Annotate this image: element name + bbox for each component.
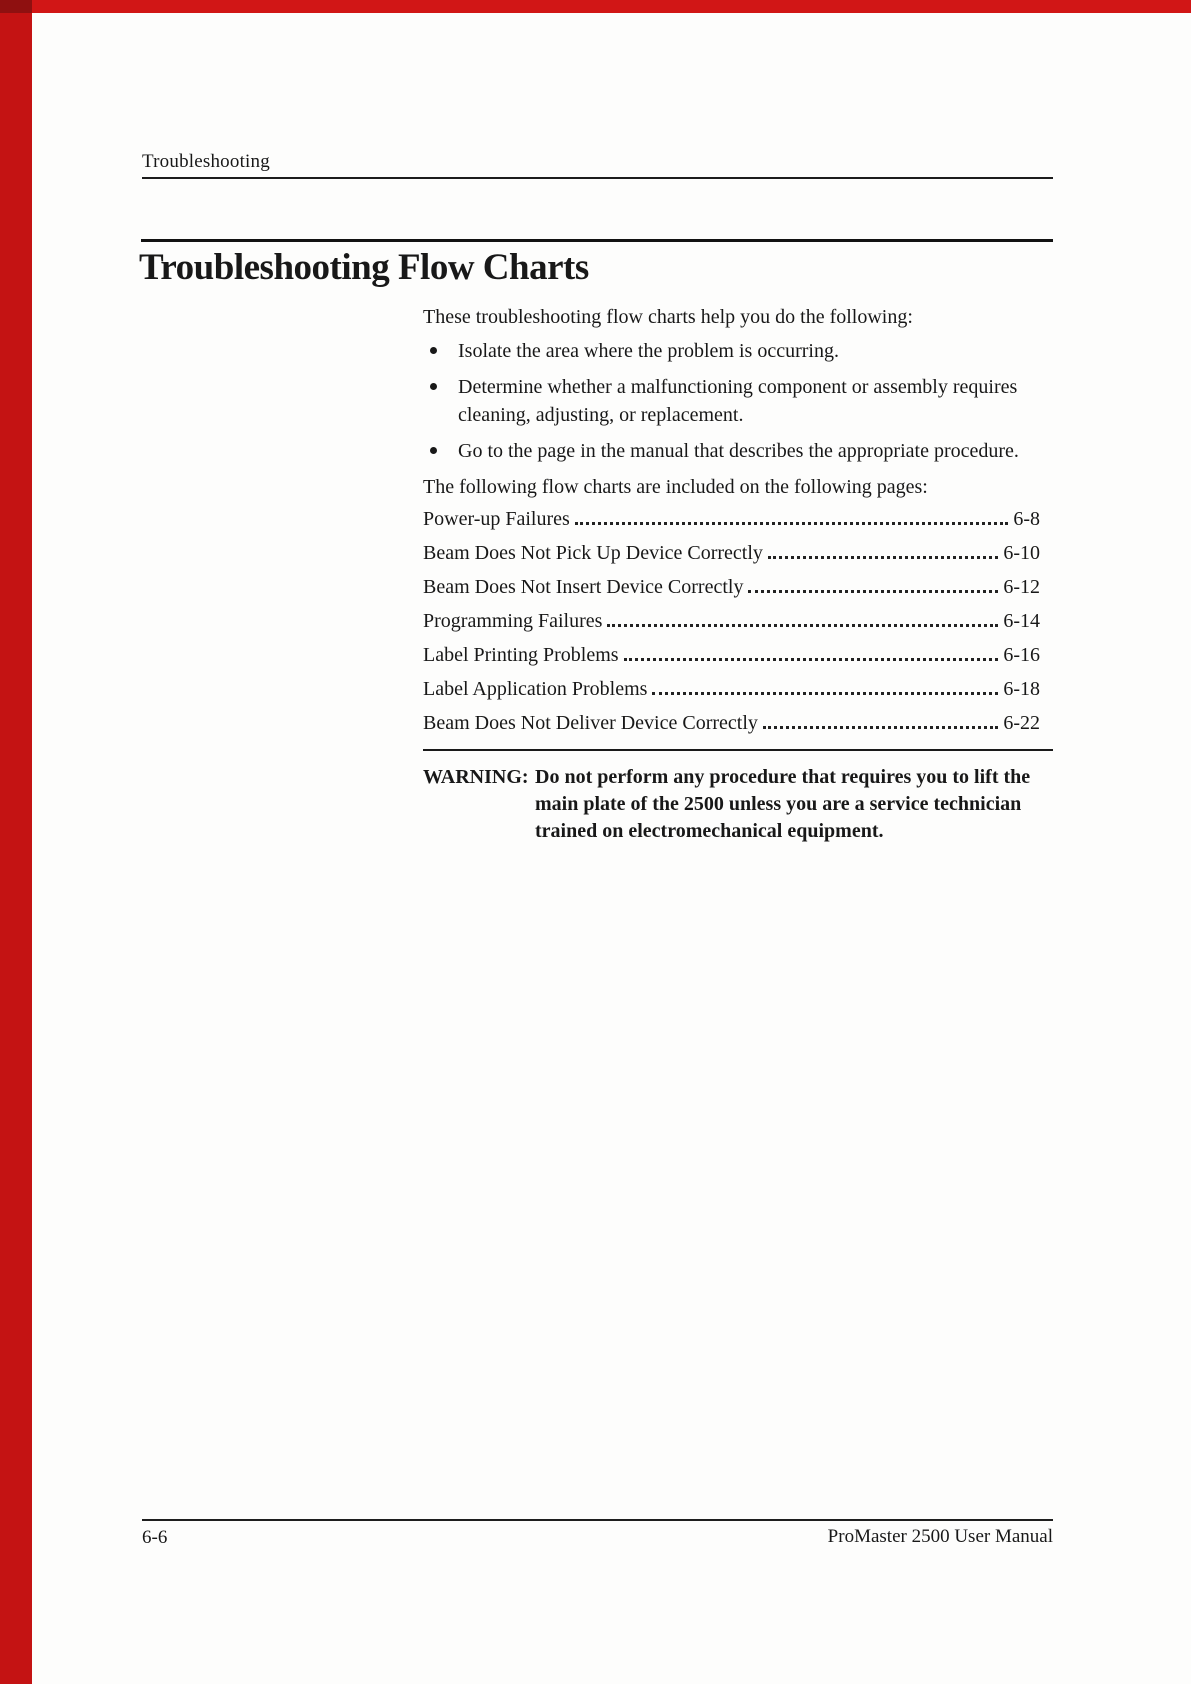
toc-intro-paragraph: The following flow charts are included on the following pages:: [423, 476, 928, 498]
running-header: Troubleshooting: [142, 151, 270, 172]
bullet-dot-icon: [430, 447, 437, 454]
toc-dotted-leader: [575, 521, 1009, 525]
toc-entry-label: Label Application Problems: [423, 678, 648, 700]
toc-entry-page-number: 6-10: [1003, 542, 1040, 564]
bullet-dot-icon: [430, 347, 437, 354]
scan-edge-left-bar: [0, 0, 32, 1684]
body-column: [423, 303, 1053, 845]
toc-dotted-leader: [652, 691, 998, 695]
bullet-item: [423, 437, 1033, 465]
toc-entry-page-number: 6-12: [1003, 576, 1040, 598]
toc-entry-page-number: 6-22: [1003, 712, 1040, 734]
bullet-text: Go to the page in the manual that describes the appropriate procedure.: [458, 440, 1019, 462]
warning-divider-rule: [423, 749, 1053, 751]
toc-row: [423, 675, 1040, 703]
toc-entry-page-number: 6-8: [1013, 508, 1040, 530]
bullet-text: Isolate the area where the problem is occurring.: [458, 340, 839, 362]
warning-block: [423, 749, 1053, 845]
toc-entry-label: Label Printing Problems: [423, 644, 619, 666]
toc-row: [423, 709, 1040, 737]
toc-entry-label: Programming Failures: [423, 610, 603, 632]
toc-row: [423, 505, 1040, 533]
toc-row: [423, 641, 1040, 669]
toc-entry-page-number: 6-14: [1003, 610, 1040, 632]
warning-text-line: trained on electromechanical equipment.: [535, 820, 884, 842]
toc-row: [423, 607, 1040, 635]
running-header-rule: [142, 177, 1053, 179]
toc-entry-label: Beam Does Not Insert Device Correctly: [423, 576, 744, 598]
footer-rule: [142, 1519, 1053, 1521]
toc-dotted-leader: [763, 725, 998, 729]
scan-edge-top-bar: [0, 0, 1191, 13]
bullet-text: Determine whether a malfunctioning component or assembly requires cleaning, adjusting, or replacement.: [458, 376, 1018, 426]
footer-page-number: 6-6: [142, 1527, 168, 1548]
bullet-item: [423, 373, 1033, 429]
toc-entry-label: Beam Does Not Deliver Device Correctly: [423, 712, 758, 734]
scan-edge-corner: [0, 0, 32, 13]
toc-entry-label: Power-up Failures: [423, 508, 570, 530]
toc-dotted-leader: [748, 589, 998, 593]
footer-manual-title: ProMaster 2500 User Manual: [827, 1526, 1053, 1547]
toc-dotted-leader: [768, 555, 998, 559]
warning-text-line: main plate of the 2500 unless you are a service technician: [535, 793, 1022, 815]
bullet-dot-icon: [430, 383, 437, 390]
toc-dotted-leader: [624, 657, 999, 661]
toc-entry-label: Beam Does Not Pick Up Device Correctly: [423, 542, 763, 564]
toc-row: [423, 573, 1040, 601]
toc-dotted-leader: [607, 623, 998, 627]
section-title-rule: [141, 239, 1053, 242]
intro-paragraph: These troubleshooting flow charts help you do the following:: [423, 306, 913, 328]
toc-entry-page-number: 6-18: [1003, 678, 1040, 700]
warning-label: WARNING:: [423, 766, 529, 788]
toc-row: [423, 539, 1040, 567]
page-title: Troubleshooting Flow Charts: [139, 247, 589, 288]
bullet-list: [423, 337, 1053, 465]
bullet-item: [423, 337, 1033, 365]
toc-entry-page-number: 6-16: [1003, 644, 1040, 666]
warning-text-line: Do not perform any procedure that requires you to lift the: [535, 766, 1031, 788]
flow-chart-toc: [423, 505, 1040, 737]
warning-body: [423, 764, 1053, 845]
